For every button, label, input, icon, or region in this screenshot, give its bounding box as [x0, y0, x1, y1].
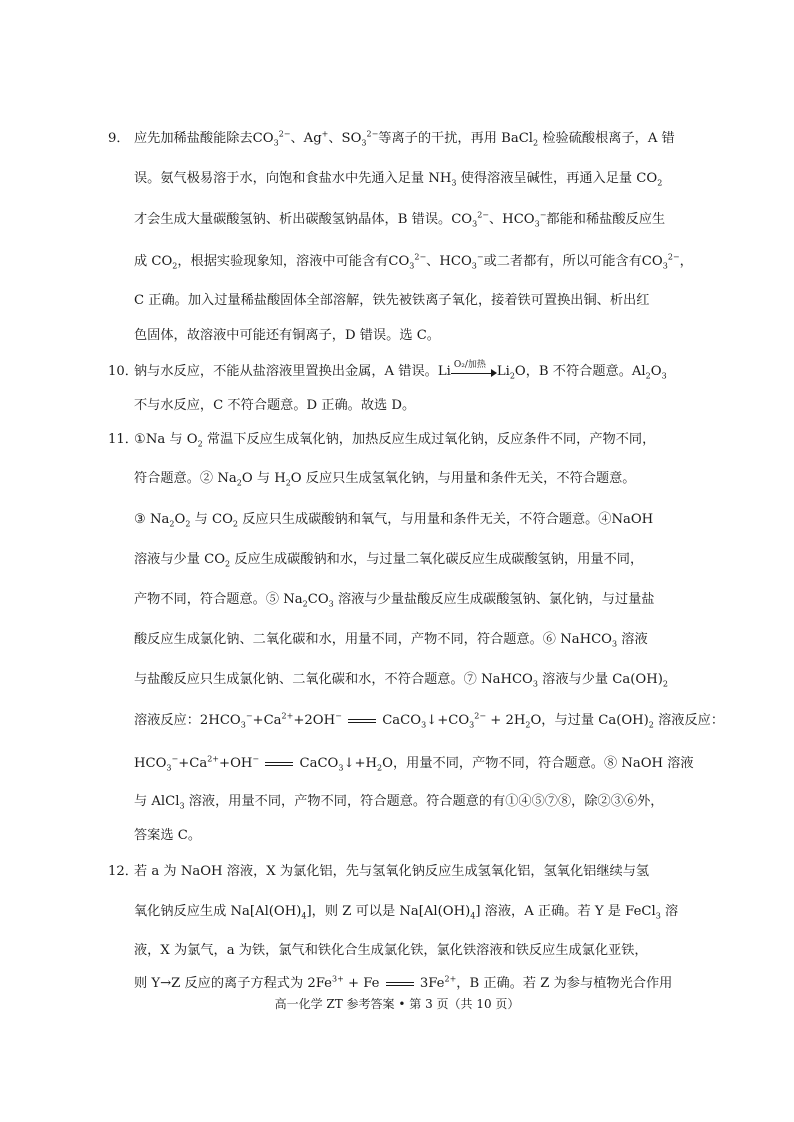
text-line: 则 Y→Z 反应的离子方程式为 $2Fe^{3+} + Fe$ $3Fe^{2+}$，B 正确。若 Z 为参与植物光合作用 [134, 974, 673, 991]
text-line: ③ $Na_2O_2$ 与 $CO_2$ 反应只生成碳酸钠和氧气，与用量和条件无关，不符合题意。④NaOH [134, 512, 654, 529]
reaction-arrow [451, 359, 497, 378]
item-number: 10． [108, 364, 138, 379]
text-line: 应先加稀盐酸能除去$CO_3^{2-}$、Ag+、$SO_3^{2-}$等离子的干扰，再用 BaCl$_2$ 检验硫酸根离子，A 错 [134, 129, 675, 148]
text-line: ①Na 与 $O_2$ 常温下反应生成氧化钠，加热反应生成过氧化钠，反应条件不同，产物不同， [134, 432, 656, 449]
text-line: 不与水反应，C 不符合题意。D 正确。故选 D。 [134, 398, 416, 413]
text-line: 氧化钠反应生成 $Na[Al(OH)_4]$，则 Z 可以是 $Na[Al(OH)_4]$ 溶液，A 正确。若 Y 是 FeCl$_3$ 溶 [134, 904, 679, 921]
text-line: 答案选 C。 [134, 828, 202, 843]
text-line: 溶液与少量 $CO_2$ 反应生成碳酸钠和水，与过量二氧化碳反应生成碳酸氢钠，用量不同， [134, 552, 644, 569]
text-line: 溶液反应：$2HCO_3^-+Ca^{2+}+2OH^-$ $CaCO_3↓+CO_3^{2-} + 2H_2O$，与过量 $Ca(OH)_2$ 溶液反应： [134, 711, 725, 730]
text-line: 与 AlCl$_3$ 溶液，用量不同，产物不同，符合题意。符合题意的有①④⑤⑦⑧，除②③⑥外， [134, 794, 664, 811]
text-line: 成 $CO_2$，根据实验现象知，溶液中可能含有$CO_3^{2-}$、$HCO_3^-$或二者都有，所以可能含有$CO_3^{2-}$， [134, 252, 693, 271]
page-footer: 高一化学 ZT 参考答案 • 第 3 页（共 10 页） [274, 997, 520, 1011]
text-line: 酸反应生成氯化钠、二氧化碳和水，用量不同，产物不同，符合题意。⑥ NaHCO$_3$ 溶液 [134, 632, 648, 649]
reaction-condition: O₂/加热 [453, 359, 486, 370]
text-line: 若 a 为 NaOH 溶液，X 为氯化铝，先与氢氧化钠反应生成氢氧化铝，氢氧化铝继续与氢 [134, 864, 650, 879]
text-line: 误。氨气极易溶于水，向饱和食盐水中先通入足量 $NH_3$ 使得溶液呈碱性，再通入足量 $CO_2$ [134, 171, 663, 188]
text-line: 符合题意。② $Na_2O$ 与 $H_2O$ 反应只生成氢氧化钠，与用量和条件无关，不符合题意。 [134, 471, 636, 488]
text-line: 色固体，故溶液中可能还有铜离子，D 错误。选 C。 [134, 328, 440, 343]
text-line: C 正确。加入过量稀盐酸固体全部溶解，铁先被铁离子氧化，接着铁可置换出铜、析出红 [134, 293, 650, 308]
item-number: 9． [108, 131, 130, 146]
text-line: 产物不同，符合题意。⑤ $Na_2CO_3$ 溶液与少量盐酸反应生成碳酸氢钠、氯化钠，与过量盐 [134, 592, 655, 609]
text-line: 液，X 为氯气，a 为铁，氯气和铁化合生成氯化铁，氯化铁溶液和铁反应生成氯化亚铁， [134, 943, 648, 958]
text-line: 与盐酸反应只生成氯化钠、二氧化碳和水，不符合题意。⑦ NaHCO$_3$ 溶液与少量 $Ca(OH)_2$ [134, 672, 668, 689]
text-line: 才会生成大量碳酸氢钠、析出碳酸氢钠晶体，B 错误。$CO_3^{2-}$、$HCO_3^-$都能和稀盐酸反应生 [134, 210, 666, 229]
text-line: $HCO_3^-+Ca^{2+}+OH^-$ $CaCO_3↓+H_2O$，用量不同，产物不同，符合题意。⑧ NaOH 溶液 [134, 754, 694, 773]
item-number: 12． [108, 864, 138, 879]
text-line: 钠与水反应，不能从盐溶液里置换出金属，A 错误。Li O₂/加热 $Li_2O$，B 不符合题意。$Al_2O_3$ [134, 360, 667, 379]
item-number: 11． [108, 432, 138, 447]
